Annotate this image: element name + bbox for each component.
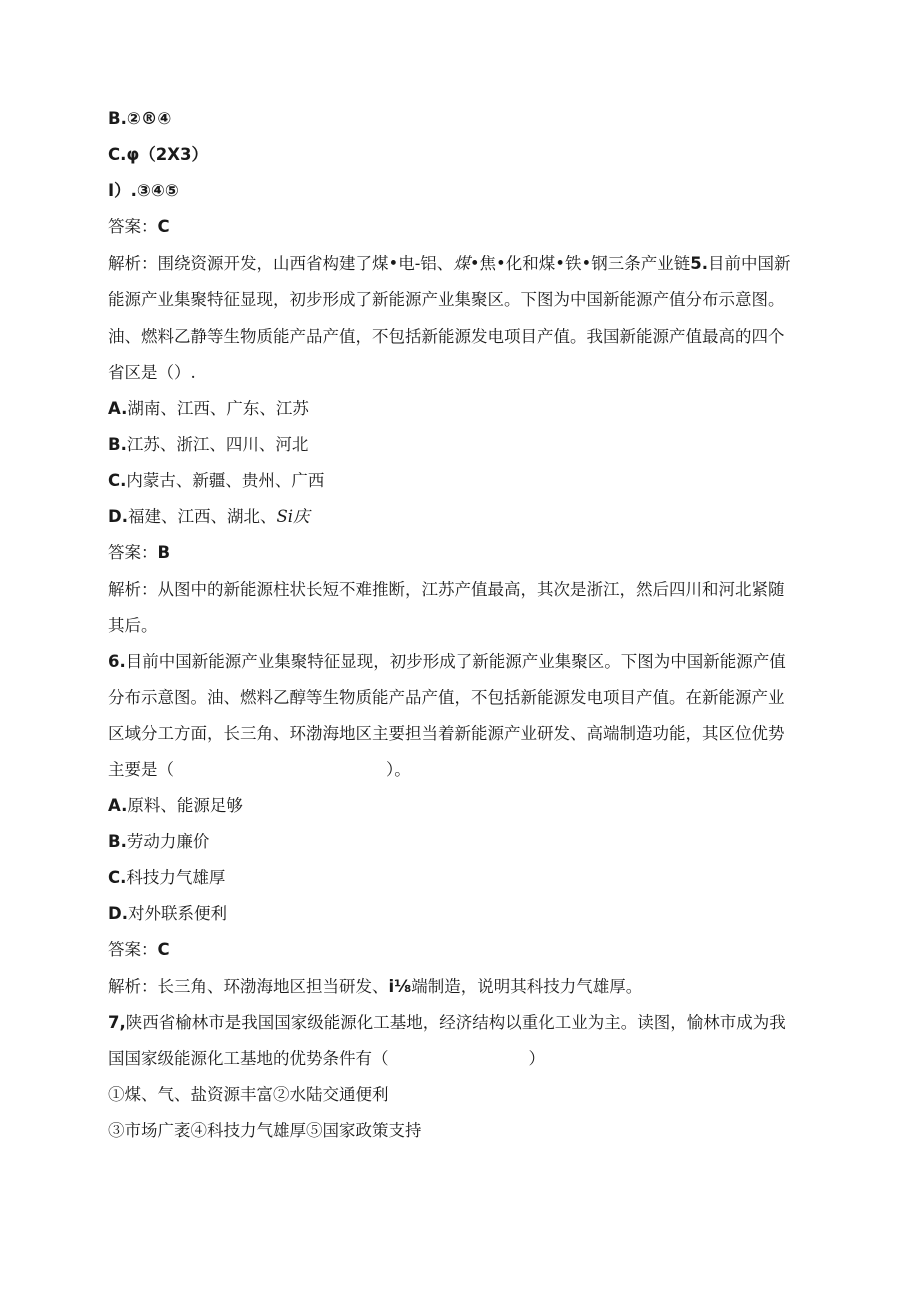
q6-number: 6. xyxy=(108,652,126,671)
option-letter: B. xyxy=(108,832,127,851)
option-letter: C. xyxy=(108,471,127,490)
answer-letter: C xyxy=(157,217,170,236)
analysis-text-cont: •焦•化和煤•铁•钢三条产业链 xyxy=(469,254,691,273)
q6-answer xyxy=(108,935,818,965)
answer-prefix: 答案： xyxy=(108,543,158,562)
option-letter: D. xyxy=(108,507,128,526)
option-text: 江苏、浙江、四川、河北 xyxy=(126,435,309,454)
q7-stem-line xyxy=(108,1044,818,1074)
q7-item-line: ①煤、气、盐资源丰富②水陆交通便利 xyxy=(108,1085,389,1104)
q7-stem-text: 国国家级能源化工基地的优势条件有（ xyxy=(108,1049,389,1068)
q7-stem-text: 陕西省榆林市是我国国家级能源化工基地，经济结构以重化工业为主。读图，愉林市成为我 xyxy=(125,1013,786,1032)
q6-option-b xyxy=(108,827,818,857)
option-letter: C. xyxy=(108,868,127,887)
option-text: 福建、江西、湖北、 xyxy=(127,507,277,526)
q6-stem-text: 目前中国新能源产业集聚特征显现，初步形成了新能源产业集聚区。下图为中国新能源产值 xyxy=(125,652,786,671)
q5-stem-line: 能源产业集聚特征显现，初步形成了新能源产业集聚区。下图为中国新能源产值分布示意图。 xyxy=(108,290,785,309)
option-italic-text: Si庆 xyxy=(276,507,310,526)
q5-analysis-line: 解析：从图中的新能源柱状长短不难推断，江苏产值最高，其次是浙江，然后四川和河北紧随 xyxy=(108,580,785,599)
q5-answer xyxy=(108,538,818,568)
q4-option-d: I）.③④⑤ xyxy=(108,181,179,200)
q6-stem-text: 主要是（ xyxy=(108,760,174,779)
answer-prefix: 答案： xyxy=(108,940,158,959)
analysis-text: 解析：长三角、环渤海地区担当研发、 xyxy=(108,977,389,996)
q5-number: 5. xyxy=(690,254,708,273)
q6-option-d xyxy=(108,899,818,929)
q5-analysis-line: 其后。 xyxy=(108,616,158,635)
q6-analysis xyxy=(108,972,818,1002)
q4-analysis xyxy=(108,249,818,279)
option-letter: D. xyxy=(108,904,128,923)
q4-option-b: B.②®④ xyxy=(108,109,172,128)
answer-prefix: 答案： xyxy=(108,217,158,236)
q7-stem-line xyxy=(108,1008,818,1038)
answer-letter: B xyxy=(157,543,171,562)
option-text: 内蒙古、新疆、贵州、广西 xyxy=(126,471,325,490)
q6-option-c xyxy=(108,863,818,893)
q5-option-c xyxy=(108,466,818,496)
analysis-italic-text: 煤 xyxy=(453,254,470,273)
q6-stem-line: 分布示意图。油、燃料乙醇等生物质能产品产值，不包括新能源发电项目产值。在新能源产业 xyxy=(108,688,785,707)
option-text: 对外联系便利 xyxy=(127,904,227,923)
option-text: 湖南、江西、广东、江苏 xyxy=(127,399,309,418)
q7-item-line: ③市场广袤④科技力气雄厚⑤国家政策支持 xyxy=(108,1121,422,1140)
option-text: 原料、能源足够 xyxy=(127,796,243,815)
option-letter: A. xyxy=(108,399,128,418)
q7-stem-text-end: ） xyxy=(528,1049,545,1068)
q6-stem-line xyxy=(108,755,818,785)
analysis-text: 围绕资源开发，山西省构建了煤•电-铝、 xyxy=(157,254,454,273)
q5-option-d xyxy=(108,502,818,532)
q6-stem-text-end: ）。 xyxy=(386,760,411,779)
q5-option-b xyxy=(108,430,818,460)
q6-stem-line xyxy=(108,647,818,677)
q5-stem-line: 油、燃料乙静等生物质能产品产值，不包括新能源发电项目产值。我国新能源产值最高的四个 xyxy=(108,327,785,346)
q5-stem-start: 目前中国新 xyxy=(708,254,791,273)
q5-option-a xyxy=(108,394,818,424)
q7-number: 7, xyxy=(108,1013,126,1032)
option-letter: B. xyxy=(108,435,127,454)
option-letter: A. xyxy=(108,796,128,815)
analysis-garbled-text: i⅛ xyxy=(388,977,412,996)
q4-answer xyxy=(108,212,818,242)
analysis-text-cont: 端制造，说明其科技力气雄厚。 xyxy=(411,977,643,996)
q4-option-c: C.φ（2X3） xyxy=(108,145,208,164)
q6-stem-line: 区域分工方面，长三角、环渤海地区主要担当着新能源产业研发、高端制造功能，其区位优势 xyxy=(108,724,785,743)
q5-stem-line: 省区是（）. xyxy=(108,363,196,382)
answer-letter: C xyxy=(157,940,170,959)
analysis-prefix: 解析： xyxy=(108,254,158,273)
option-text: 科技力气雄厚 xyxy=(126,868,226,887)
option-text: 劳动力廉价 xyxy=(126,832,210,851)
q6-option-a xyxy=(108,791,818,821)
